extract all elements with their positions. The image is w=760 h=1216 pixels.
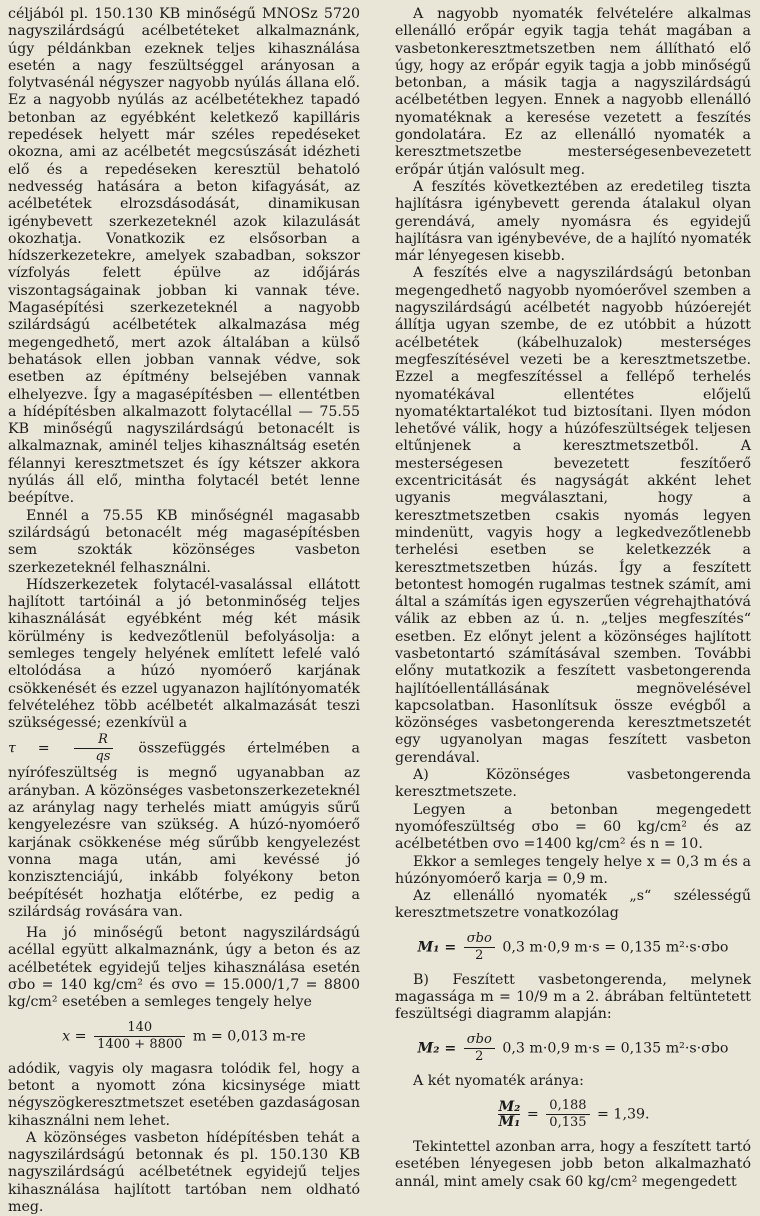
tau-numerator: R: [74, 732, 113, 749]
m2-lhs: M₂ =: [417, 1040, 457, 1057]
left-column: [8, 6, 360, 1216]
left-paragraph-5: adódik, vagyis oly magasra tolódik fel, hogy a betont a nyomott zóna kicsinysége miatt négyszögkeresztmetszet esetében gazdaságosan kihasználni nem lehet.: [8, 1060, 360, 1129]
ratio-left-denominator: M₁: [498, 1113, 521, 1130]
m1-formula: [395, 931, 751, 964]
m1-rhs: 0,3 m·0,9 m·s = 0,135 m²·s·σbo: [502, 939, 729, 956]
x-formula: [8, 1020, 360, 1053]
left-paragraph-3a: Hídszerkezetek folytacél-vasalással ellátott hajlított tartóinál a jó betonminőség teljes kihasználását egyébként még két másik körülmény is kedvezőtlenül befolyásolja: a semleges tengely helyének említett lefelé való eltolódása a húzó nyomóerő karjának csökkenését és ezzel ugyanazon hajlítónyomaték felvételéhez több acélbetét alkalmazását teszi szükségessé; ezenkívül a: [8, 576, 360, 732]
x-formula-numerator: 140: [94, 1020, 185, 1037]
m1-lhs: M₁ =: [417, 939, 457, 956]
ratio-formula: [395, 1098, 751, 1131]
tau-fraction: [74, 732, 113, 765]
right-paragraph-5: Legyen a betonban megengedett nyomófeszültség σbo = 60 kg/cm² és az acélbetétben σvo =1400 kg/cm² és n = 10.: [395, 801, 751, 853]
ratio-left-numerator: M₂: [498, 1098, 521, 1115]
m2-fraction: [464, 1032, 495, 1065]
ratio-right-numerator: 0,188: [546, 1098, 589, 1115]
right-paragraph-2: A feszítés következtében az eredetileg tiszta hajlításra igénybevett gerenda átalakul olyan gerendává, amely nyomásra és egyidejű hajlításra van igénybevéve, de a hajlító nyomaték már lényegesen kisebb.: [395, 178, 751, 265]
tau-formula-lhs: τ =: [8, 740, 50, 757]
right-paragraph-8: B) Feszített vasbetongerenda, melynek magassága m = 10/9 m a 2. ábrában feltüntetett feszültségi diagramm alapján:: [395, 971, 751, 1023]
left-paragraph-2: Ennél a 75.55 KB minőségnél magasabb szilárdságú betonacélt még magasépítésben sem szokták közönséges vasbeton szerkezeteknél felhasználni.: [8, 507, 360, 576]
x-formula-lhs: x =: [62, 1028, 87, 1045]
m2-formula: [395, 1032, 751, 1065]
m1-numerator: σbo: [464, 931, 495, 948]
ratio-left-fraction: [498, 1100, 520, 1129]
tau-denominator: qs: [95, 749, 111, 765]
left-paragraph-4: Ha jó minőségű betont nagyszilárdságú acéllal együtt alkalmaznánk, úgy a beton és az acélbetétek egyidejű teljes kihasználása esetén σbo = 140 kg/cm² és σvo = 15.000/1,7 = 8800 kg/cm² esetében a semleges tengely helye: [8, 925, 360, 1011]
m2-rhs: 0,3 m·0,9 m·s = 0,135 m²·s·σbo: [502, 1040, 729, 1057]
ratio-right-denominator: 0,135: [549, 1114, 587, 1130]
left-paragraph-3b: összefüggés értelmében a nyírófeszültség is megnő ugyanabban az arányban. A közönséges vasbetonszerkezeteknél az aránylag nagy terhelés miatt amúgyis sűrű kengyelezésre van szükség. A húzó-nyomóerő karjának csökkenése még sűrűbb kengyelezést vonna maga után, ami kevéssé jó konzisztenciájú, inkább folyékony beton beépítését hozhatja előtérbe, ez pedig a szilárdság rovására van.: [8, 740, 361, 920]
right-paragraph-4: A) Közönséges vasbetongerenda keresztmetszete.: [395, 767, 751, 801]
x-formula-denominator: 1400 + 8800: [97, 1036, 183, 1052]
right-paragraph-3: A feszítés elve a nagyszilárdságú betonban megengedhető nagyobb nyomóerővel szemben a nagyszilárdságú acélbetét nagyobb húzóerejét állítja ugyan szembe, de ez utóbbit a húzott acélbetétek (kábelhuzalok) mesterséges megfeszítésével vezeti be a keresztmetszetbe. Ezzel a megfeszítéssel a fellépő terhelés nyomatékával ellentétes előjelű nyomatéktartalékot tud biztosítani. Ilyen módon lehetővé válik, hogy a húzófeszültségek teljesen eltűnjenek a keresztmetszetből. A mesterségesen bevezetett feszítőerő excentricitását és nagyságát akként lehet ugyanis megválasztani, hogy a keresztmetszetben csakis nyomás legyen mindenütt, vagyis hogy a legkedvezőtlenebb terhelési esetben se keletkezzék a keresztmetszetben húzás. Így a feszített betontest homogén rugalmas testnek számít, ami által a számítás igen egyszerűen végrehajthatóvá válik az ebben az ú. n. „teljes megfeszítés“ esetben. Ez előnyt jelent a közönséges hajlított vasbetontartó számításával szemben. További előny mutatkozik a feszített vasbetongerenda hajlítóellentállásának megnövelésével kapcsolatban. Hasonlítsuk össze evégből a közönséges vasbetongerenda keresztmetszetét egy ugyanolyan magas feszített vasbeton gerendával.: [395, 265, 751, 766]
m1-denominator: 2: [475, 947, 484, 963]
m1-fraction: [464, 931, 495, 964]
m2-numerator: σbo: [464, 1032, 495, 1049]
right-paragraph-10: Tekintettel azonban arra, hogy a feszített tartó esetében lényegesen jobb beton alkalmazható annál, mint amely csak 60 kg/cm² megengedett: [395, 1138, 751, 1190]
right-paragraph-9: A két nyomaték aránya:: [413, 1072, 584, 1089]
ratio-right-fraction: [546, 1098, 589, 1131]
right-column: [395, 6, 751, 1191]
right-paragraph-7: Az ellenálló nyomaték „s“ szélességű keresztmetszetre vonatkozólag: [395, 888, 751, 922]
ratio-result: = 1,39.: [597, 1106, 650, 1123]
x-formula-rhs: m = 0,013 m-re: [192, 1028, 306, 1045]
left-paragraph-3: [8, 577, 360, 921]
ratio-equals: =: [526, 1106, 539, 1123]
right-paragraph-6: Ekkor a semleges tengely helye x = 0,3 m és a húzónyomóerő karja = 0,9 m.: [395, 853, 751, 887]
x-formula-fraction: [94, 1020, 185, 1053]
left-paragraph-1: céljából pl. 150.130 KB minőségű MNOSz 5720 nagyszilárdságú acélbetéteket alkalmaznánk, úgy példánkban ezeknek teljes kihasználása esetén a nagy feszültséggel arányosan a folytvasénál négyszer nagyobb nyúlás állana elő. Ez a nagyobb nyúlás az acélbetétekhez tapadó betonban az egyébként keletkező kapilláris repedések helyett már széles repedéseket okozna, ami az acélbetét megcsúszását idézheti elő és a repedéseken keresztül behatoló nedvesség hatására a beton kifagyását, az acélbetétek elrozsdásodását, dinamikusan igénybevett szerkezeteknél azok kilazulását okozhatja. Vonatkozik ez elsősorban a hídszerkezetekre, amelyek szabadban, sokszor vízfolyás felett épülve az időjárás viszontagságainak jobban ki vannak téve. Magasépítési szerkezeteknél a nagyobb szilárdságú acélbetétek alkalmazása még megengedhető, mert azok általában a külső behatások ellen jobban vannak védve, sok esetben az építmény belsejében vannak elhelyezve. Így a magasépítésben — ellentétben a hídépítésben alkalmazott folytacéllal — 75.55 KB minőségű nagyszilárdságú betonacélt is alkalmaznak, aminél teljes kihasználtság esetén félannyi keresztmetszet és így kétszer akkora nyúlás áll elő, mintha folytacél betét lenne beépítve.: [8, 6, 360, 507]
m2-denominator: 2: [475, 1048, 484, 1064]
left-paragraph-6: A közönséges vasbeton hídépítésben tehát a nagyszilárdságú betonnak és pl. 150.130 KB nagyszilárdságú acélbetétnek egyidejű teljes kihasználása hajlított tartóban nem oldható meg.: [8, 1129, 360, 1215]
right-paragraph-1: A nagyobb nyomaték felvételére alkalmas ellenálló erőpár egyik tagja tehát magában a vasbetonkeresztmetszetben nem állítható elő úgy, hogy az erőpár egyik tagja a jobb minőségű betonban, a másik tagja a nagyszilárdságú acélbetétben legyen. Ennek a nagyobb ellenálló nyomatéknak a keresése vezetett a feszítés gondolatára. Ez az ellenálló nyomaték a keresztmetszetbe mesterségesenbevezetett erőpár útján valósult meg.: [395, 6, 751, 178]
